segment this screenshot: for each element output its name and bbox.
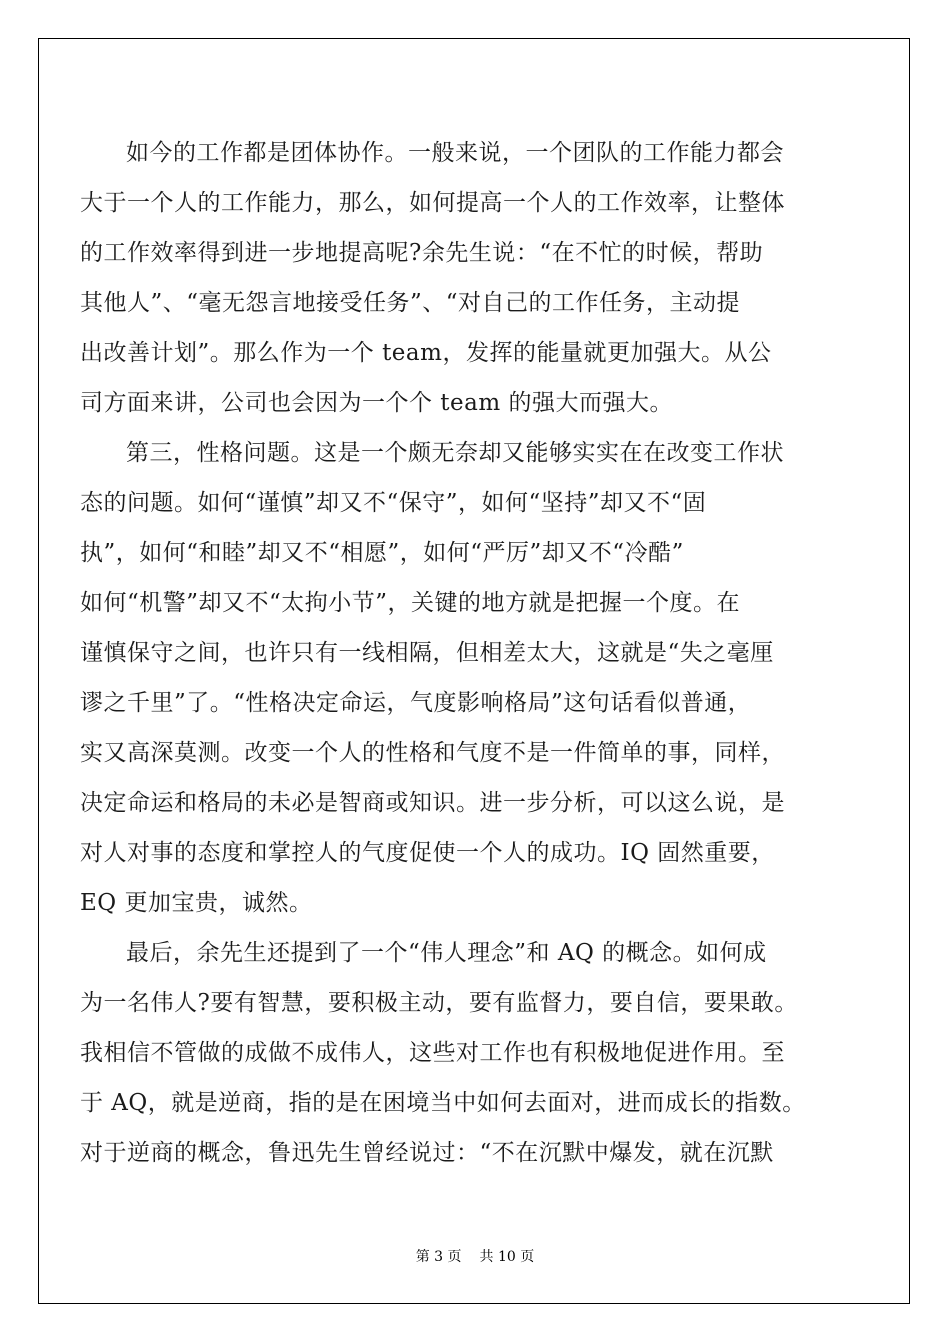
text-line: 司方面来讲，公司也会因为一个个 team 的强大而强大。 <box>80 390 673 416</box>
text-line: 谨慎保守之间，也许只有一线相隔，但相差太大，这就是“失之毫厘 <box>80 640 774 666</box>
paragraph <box>80 428 854 928</box>
page-total: 共 10 页 <box>479 1249 535 1265</box>
text-line: 第三，性格问题。这是一个颇无奈却又能够实实在在改变工作状 <box>126 440 784 466</box>
page-number: 第 3 页 <box>415 1249 462 1265</box>
text-line: 的工作效率得到进一步地提高呢?余先生说：“在不忙的时候，帮助 <box>80 240 764 266</box>
paragraph <box>80 128 854 428</box>
page-footer <box>0 1246 950 1266</box>
text-line: 出改善计划”。那么作为一个 team，发挥的能量就更加强大。从公 <box>80 340 772 366</box>
text-line: 为一名伟人?要有智慧，要积极主动，要有监督力，要自信，要果敢。 <box>80 990 798 1016</box>
text-line: 如何“机警”却又不“太拘小节”，关键的地方就是把握一个度。在 <box>80 590 741 616</box>
paragraph <box>80 928 854 1178</box>
text-line: EQ 更加宝贵，诚然。 <box>80 890 313 916</box>
text-line: 对于逆商的概念，鲁迅先生曾经说过：“不在沉默中爆发，就在沉默 <box>80 1140 774 1166</box>
document-body <box>80 128 854 1178</box>
text-line: 对人对事的态度和掌控人的气度促使一个人的成功。IQ 固然重要， <box>80 840 775 866</box>
text-line: 大于一个人的工作能力，那么，如何提高一个人的工作效率，让整体 <box>80 190 785 216</box>
text-line: 其他人”、“毫无怨言地接受任务”、“对自己的工作任务，主动提 <box>80 290 741 316</box>
text-line: 于 AQ，就是逆商，指的是在困境当中如何去面对，进而成长的指数。 <box>80 1090 806 1116</box>
text-line: 如今的工作都是团体协作。一般来说，一个团队的工作能力都会 <box>126 140 784 166</box>
text-line: 我相信不管做的成做不成伟人，这些对工作也有积极地促进作用。至 <box>80 1040 785 1066</box>
text-line: 谬之千里”了。“性格决定命运，气度影响格局”这句话看似普通， <box>80 690 752 716</box>
text-line: 态的问题。如何“谨慎”却又不“保守”，如何“坚持”却又不“固 <box>80 490 707 516</box>
text-line: 实又高深莫测。改变一个人的性格和气度不是一件简单的事，同样， <box>80 740 785 766</box>
text-line: 决定命运和格局的未必是智商或知识。进一步分析，可以这么说，是 <box>80 790 785 816</box>
text-line: 最后，余先生还提到了一个“伟人理念”和 AQ 的概念。如何成 <box>126 940 767 966</box>
text-line: 执”，如何“和睦”却又不“相愿”，如何“严厉”却又不“冷酷” <box>80 540 684 566</box>
